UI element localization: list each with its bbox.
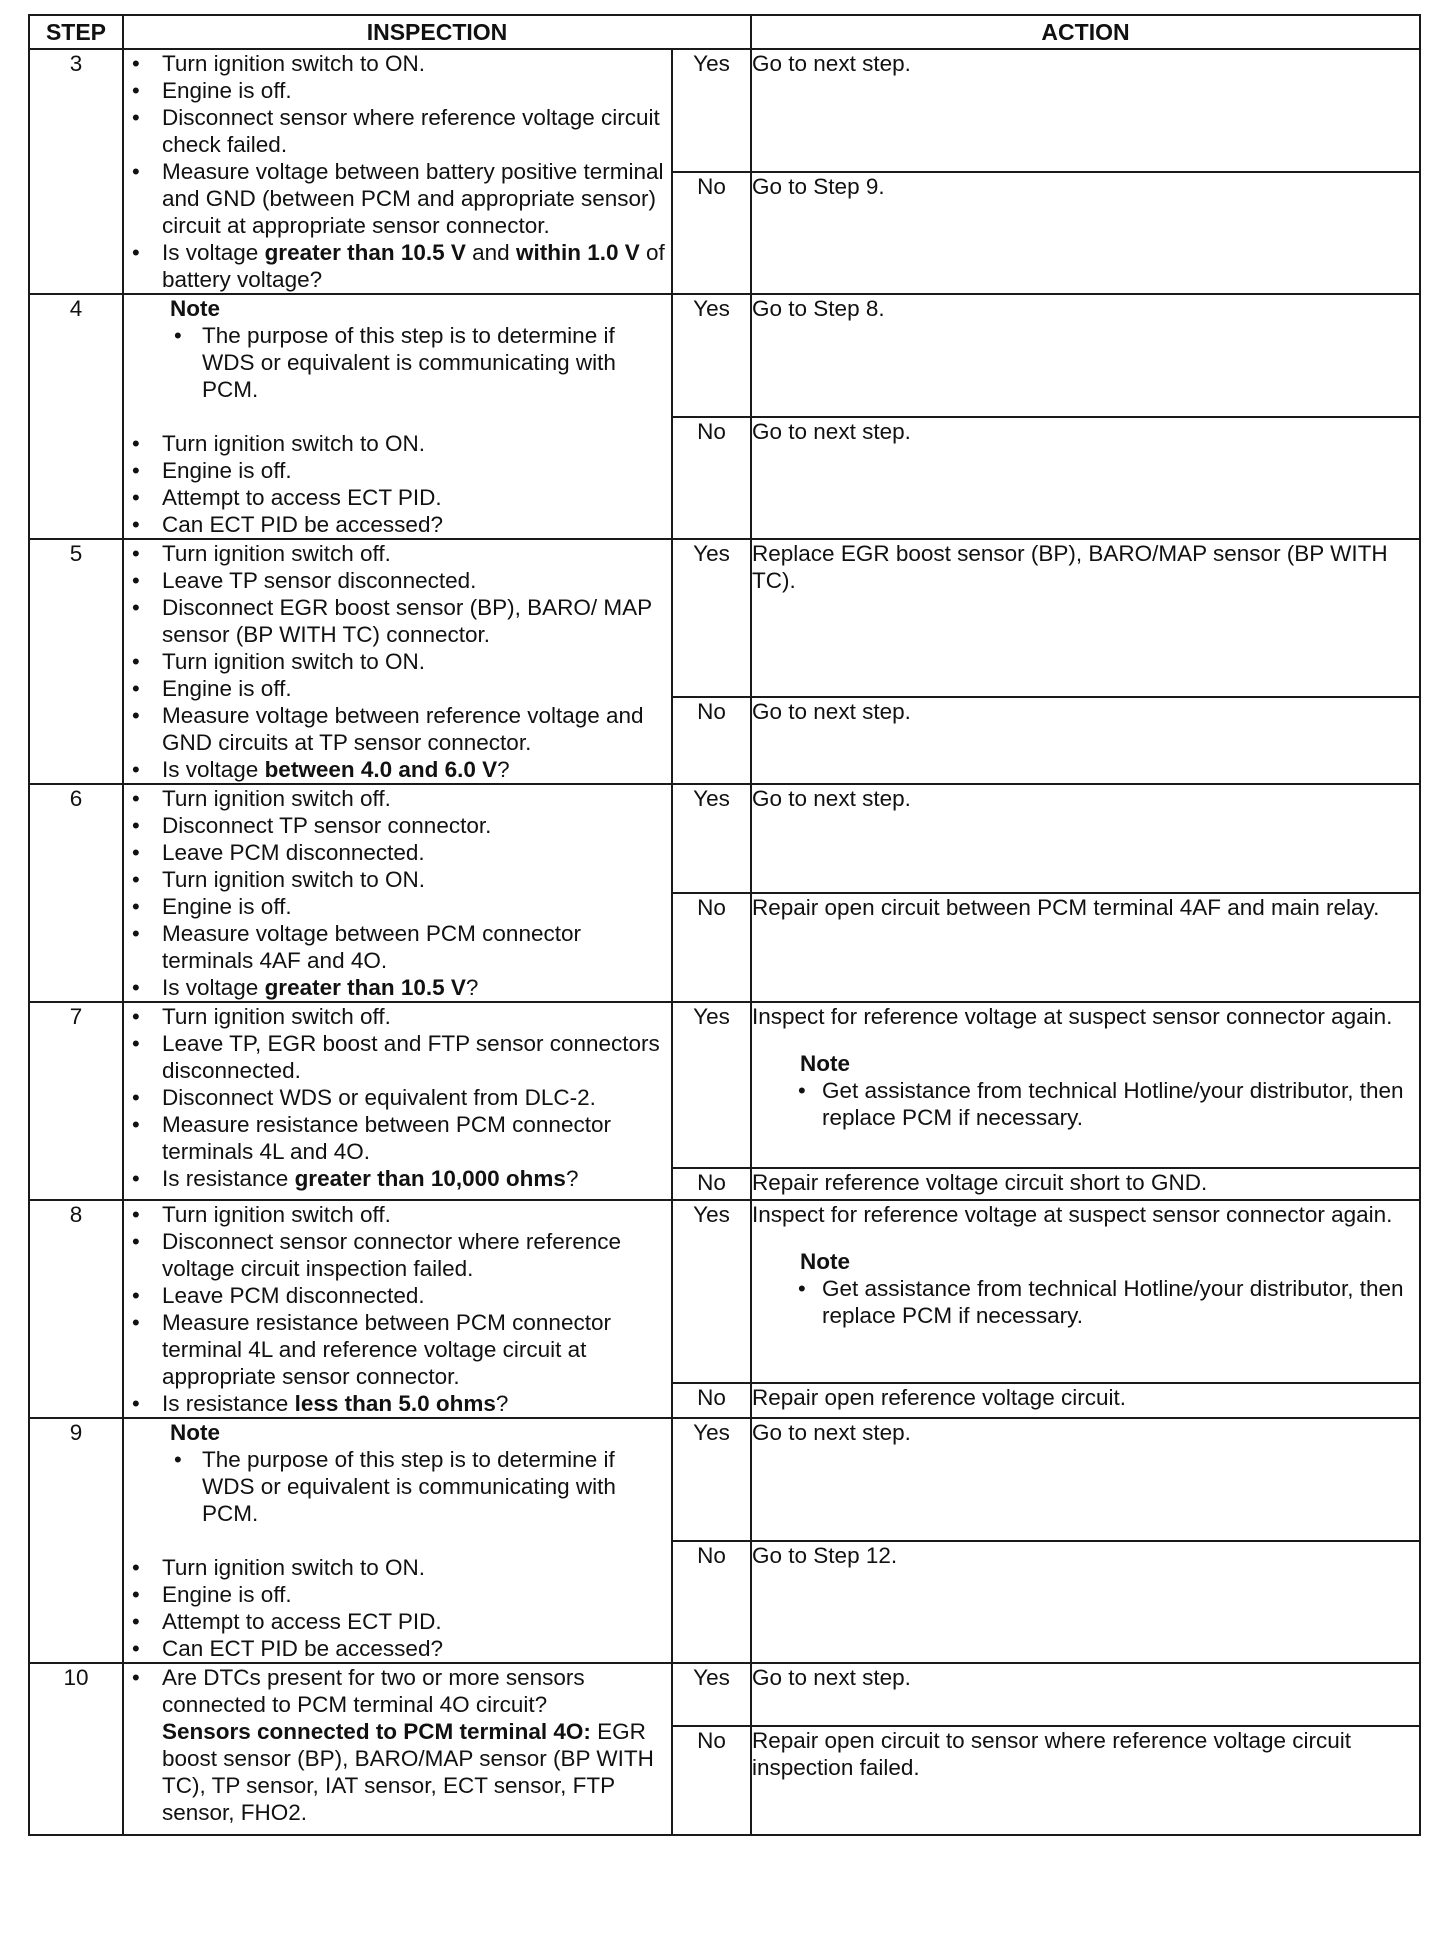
no-label: No [672, 417, 751, 540]
inspection-item: • Disconnect EGR boost sensor (BP), BARO/ MAP sensor (BP WITH TC) connector. [124, 594, 671, 648]
inspection-item: • Attempt to access ECT PID. [124, 484, 671, 511]
inspection-cell [123, 1418, 672, 1663]
note-heading: Note [170, 296, 220, 321]
inspection-item: • Measure voltage between reference voltage and GND circuits at TP sensor connector. [124, 702, 671, 756]
no-label: No [672, 1541, 751, 1664]
yes-action-cell [751, 1200, 1420, 1383]
inspection-cell [123, 294, 672, 539]
yes-label: Yes [672, 539, 751, 697]
inspection-item: • Can ECT PID be accessed? [124, 1635, 671, 1662]
inspection-item: • Turn ignition switch to ON. [124, 1554, 671, 1581]
step-row-yes [29, 1200, 1420, 1383]
yes-action: Go to next step. [751, 1663, 1420, 1726]
yes-label: Yes [672, 1663, 751, 1726]
no-label: No [672, 172, 751, 295]
inspection-item: • Turn ignition switch off. [124, 785, 671, 812]
inspection-item: • Turn ignition switch off. [124, 1201, 671, 1228]
step-number: 9 [29, 1418, 123, 1663]
no-label: No [672, 697, 751, 784]
no-label: No [672, 1383, 751, 1418]
note-item: • Get assistance from technical Hotline/your distributor, then replace PCM if necessary. [752, 1077, 1419, 1131]
inspection-item: • Leave PCM disconnected. [124, 1282, 671, 1309]
inspection-item: • Measure voltage between battery positive terminal and GND (between PCM and appropriate sensor) circuit at appropriate sensor connector. [124, 158, 671, 239]
yes-action: Inspect for reference voltage at suspect sensor connector again. [752, 1202, 1393, 1227]
no-label: No [672, 1168, 751, 1200]
note-heading: Note [800, 1249, 851, 1274]
sensors-label: Sensors connected to PCM terminal 4O: [162, 1719, 591, 1744]
yes-label: Yes [672, 784, 751, 893]
step-row-yes [29, 1418, 1420, 1541]
yes-label: Yes [672, 294, 751, 417]
yes-label: Yes [672, 1418, 751, 1541]
yes-action: Go to next step. [751, 49, 1420, 172]
yes-action: Go to Step 8. [751, 294, 1420, 417]
step-number: 10 [29, 1663, 123, 1835]
inspection-item: • Disconnect WDS or equivalent from DLC-2. [124, 1084, 671, 1111]
inspection-question: • Is voltage greater than 10.5 V? [124, 974, 671, 1001]
inspection-item: • Turn ignition switch to ON. [124, 648, 671, 675]
inspection-cell [123, 539, 672, 784]
yes-action: Go to next step. [751, 1418, 1420, 1541]
inspection-question: • Is voltage greater than 10.5 V and within 1.0 V of battery voltage? [124, 239, 671, 293]
inspection-cell [123, 1002, 672, 1200]
inspection-cell [123, 1200, 672, 1418]
note-heading: Note [800, 1051, 851, 1076]
step-row-yes [29, 1002, 1420, 1168]
yes-label: Yes [672, 49, 751, 172]
inspection-item: • Turn ignition switch to ON. [124, 50, 671, 77]
step-number: 5 [29, 539, 123, 784]
header-step: STEP [29, 15, 123, 49]
step-row-yes [29, 294, 1420, 417]
no-action: Repair reference voltage circuit short to GND. [751, 1168, 1420, 1200]
diagnostic-procedure-table [28, 14, 1421, 1836]
inspection-item: • Turn ignition switch to ON. [124, 430, 671, 457]
step-number: 7 [29, 1002, 123, 1200]
inspection-question: • Are DTCs present for two or more sensors connected to PCM terminal 4O circuit? Sensors connected to PCM terminal 4O: EGR boost sensor (BP), BARO/MAP sensor (BP WITH TC), TP sensor, IAT sensor, ECT sensor, FTP sensor, FHO2. [124, 1664, 671, 1826]
note-item: • The purpose of this step is to determine if WDS or equivalent is communicating with PCM. [124, 322, 671, 403]
step-row-yes [29, 49, 1420, 172]
step-number: 8 [29, 1200, 123, 1418]
inspection-item: • Leave PCM disconnected. [124, 839, 671, 866]
yes-label: Yes [672, 1002, 751, 1168]
inspection-item: • Disconnect TP sensor connector. [124, 812, 671, 839]
inspection-item: • Disconnect sensor connector where reference voltage circuit inspection failed. [124, 1228, 671, 1282]
yes-action-cell [751, 1002, 1420, 1168]
yes-action: Replace EGR boost sensor (BP), BARO/MAP sensor (BP WITH TC). [751, 539, 1420, 697]
inspection-question: • Is resistance less than 5.0 ohms? [124, 1390, 671, 1417]
step-row-yes [29, 784, 1420, 893]
inspection-item: • Turn ignition switch off. [124, 1003, 671, 1030]
inspection-item: • Attempt to access ECT PID. [124, 1608, 671, 1635]
yes-action: Go to next step. [751, 784, 1420, 893]
inspection-item: • Engine is off. [124, 1581, 671, 1608]
inspection-item: • Engine is off. [124, 77, 671, 104]
step-number: 4 [29, 294, 123, 539]
inspection-cell [123, 1663, 672, 1835]
inspection-item: • Engine is off. [124, 893, 671, 920]
inspection-cell [123, 784, 672, 1002]
inspection-item: • Engine is off. [124, 457, 671, 484]
step-number: 3 [29, 49, 123, 294]
no-action: Repair open circuit to sensor where reference voltage circuit inspection failed. [751, 1726, 1420, 1835]
no-action: Go to Step 9. [751, 172, 1420, 295]
inspection-item: • Measure resistance between PCM connector terminals 4L and 4O. [124, 1111, 671, 1165]
step-row-yes [29, 539, 1420, 697]
no-action: Repair open circuit between PCM terminal 4AF and main relay. [751, 893, 1420, 1002]
yes-label: Yes [672, 1200, 751, 1383]
no-action: Go to Step 12. [751, 1541, 1420, 1664]
yes-action: Inspect for reference voltage at suspect sensor connector again. [752, 1004, 1393, 1029]
no-label: No [672, 893, 751, 1002]
inspection-item: • Turn ignition switch to ON. [124, 866, 671, 893]
table-header-row [29, 15, 1420, 49]
no-action: Go to next step. [751, 697, 1420, 784]
step-number: 6 [29, 784, 123, 1002]
step-row-yes [29, 1663, 1420, 1726]
inspection-item: • Leave TP sensor disconnected. [124, 567, 671, 594]
no-action: Go to next step. [751, 417, 1420, 540]
no-action: Repair open reference voltage circuit. [751, 1383, 1420, 1418]
sensors-list: EGR boost sensor (BP), BARO/MAP sensor (BP WITH TC), TP sensor, IAT sensor, ECT sensor, FTP sensor, FHO2. [162, 1719, 654, 1825]
note-item: • The purpose of this step is to determine if WDS or equivalent is communicating with PCM. [124, 1446, 671, 1527]
note-heading: Note [170, 1420, 220, 1445]
header-action: ACTION [751, 15, 1420, 49]
note-item: • Get assistance from technical Hotline/your distributor, then replace PCM if necessary. [752, 1275, 1419, 1329]
inspection-cell [123, 49, 672, 294]
inspection-item: • Leave TP, EGR boost and FTP sensor connectors disconnected. [124, 1030, 671, 1084]
inspection-item: • Disconnect sensor where reference voltage circuit check failed. [124, 104, 671, 158]
inspection-item: • Measure resistance between PCM connector terminal 4L and reference voltage circuit at appropriate sensor connector. [124, 1309, 671, 1390]
header-inspection: INSPECTION [123, 15, 751, 49]
inspection-item: • Engine is off. [124, 675, 671, 702]
inspection-question: • Is resistance greater than 10,000 ohms? [124, 1165, 671, 1192]
inspection-question: • Is voltage between 4.0 and 6.0 V? [124, 756, 671, 783]
inspection-item: • Measure voltage between PCM connector terminals 4AF and 4O. [124, 920, 671, 974]
inspection-item: • Turn ignition switch off. [124, 540, 671, 567]
no-label: No [672, 1726, 751, 1835]
inspection-item: • Can ECT PID be accessed? [124, 511, 671, 538]
